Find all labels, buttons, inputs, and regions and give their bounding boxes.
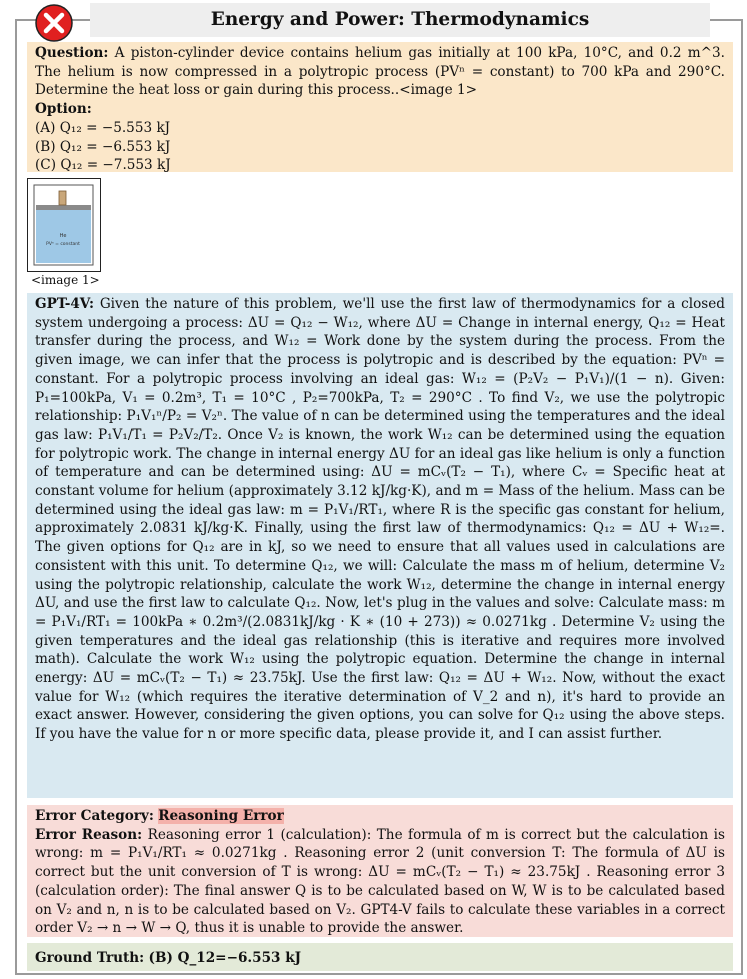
answer-panel — [27, 293, 733, 798]
image-caption: <image 1> — [31, 273, 100, 287]
question-text — [35, 44, 725, 100]
option-b: (B) Q₁₂ = −6.553 kJ — [35, 138, 171, 155]
ground-truth-panel — [27, 943, 733, 971]
page-title: Energy and Power: Thermodynamics — [90, 3, 710, 37]
question-label: Question: — [35, 45, 109, 61]
piston-cylinder-image — [27, 178, 101, 272]
question-panel — [27, 42, 733, 172]
x-circle-icon — [34, 3, 74, 43]
error-category-badge: Reasoning Error — [158, 808, 284, 824]
error-panel — [27, 805, 733, 937]
error-category-label: Error Category: — [35, 808, 154, 824]
error-reason-label: Error Reason: — [35, 826, 143, 843]
option-a: (A) Q₁₂ = −5.553 kJ — [35, 119, 171, 136]
option-label: Option: — [35, 101, 92, 118]
error-reason-body: Reasoning error 1 (calculation): The formula of m is correct but the calculation is wrong: m = P₁V₁/RT₁ ≈ 0.0271kg . Reasoning error 2 (unit conversion T: The formula of ΔU is correct but the unit conversion of T is wrong: ΔU = mCᵥ(T₂ − T₁) ≈ 23.75kJ . Reasoning error 3 (calculation order): The final answer Q is to be calculated based on W, W is to be calculated based on V₂ and n, n is to be calculated based on V₂. GPT4-V fails to calculate these variables in a correct order V₂ → n → W → Q, thus it is unable to provide the answer. — [35, 826, 725, 937]
ground-truth-label: Ground Truth: — [35, 950, 145, 966]
image-label-gas: He — [59, 233, 67, 239]
answer-label: GPT-4V: — [35, 296, 94, 312]
image-label-process: PVⁿ = constant — [46, 242, 80, 247]
ground-truth-value: (B) Q_12=−6.553 kJ — [148, 950, 302, 966]
question-body: A piston-cylinder device contains helium gas initially at 100 kPa, 10°C, and 0.2 m^3. The helium is now compressed in a polytropic process (PVⁿ = constant) to 700 kPa and 290°C. Determine the heat loss or gain during this process..<image 1> — [35, 45, 726, 99]
answer-body: Given the nature of this problem, we'll use the first law of thermodynamics for a closed system undergoing a process: ΔU = Q₁₂ − W₁₂, where ΔU = Change in internal energy, Q₁₂ = Heat transfer during the process, and W₁₂ = Work done by the system during the process. From the given image, we can infer that the process is polytropic and is described by the equation: PVⁿ = constant. For a polytropic process involving an ideal gas: W₁₂ = (P₂V₂ − P₁V₁)/(1 − n). Given: P₁=100kPa, V₁ = 0.2m³, T₁ = 10°C , P₂=700kPa, T₂ = 290°C . To find V₂, we use the polytropic relationship: P₁V₁ⁿ/P₂ = V₂ⁿ. The value of n can be determined using the temperatures and the ideal gas law: P₁V₁/T₁ = P₂V₂/T₂. Once V₂ is known, the work W₁₂ can be determined using the equation for polytropic work. The change in internal energy ΔU for an ideal gas like helium is only a function of temperature and can be determined using: ΔU = mCᵥ(T₂ − T₁), where Cᵥ = Specific heat at constant volume for helium (approximately 3.12 kJ/kg·K), and m = Mass of the helium. Mass can be determined using the ideal gas law: m = P₁V₁/RT₁, where R is the specific gas constant for helium, approximately 2.0831 kJ/kg·K. Finally, using the first law of thermodynamics: Q₁₂ = ΔU + W₁₂=. The given options for Q₁₂ are in kJ, so we need to ensure that all values used in calculations are consistent with this unit. To determine Q₁₂, we will: Calculate the mass m of helium, determine V₂ using the polytropic relationship, calculate the work W₁₂, determine the change in internal energy ΔU, and use the first law to calculate Q₁₂. Now, let's plug in the values and solve: Calculate mass: m = P₁V₁/RT₁ = 100kPa ∗ 0.2m³/(2.0831kJ/kg · K ∗ (10 + 273)) ≈ 0.0271kg . Determine V₂ using the given temperatures and the ideal gas relationship (this is iterative and requires more involved math). Calculate the work W₁₂ using the polytropic equation. Determine the change in internal energy: ΔU = mCᵥ(T₂ − T₁) ≈ 23.75kJ. Use the first law: Q₁₂ = ΔU + W₁₂. Now, without the exact value for W₁₂ (which requires the iterative determination of V_2 and n), it's hard to provide an exact answer. However, considering the given options, you can solve for Q₁₂ using the above steps. If you have the value for n or more specific data, please provide it, and I can assist further. — [35, 296, 725, 743]
option-c: (C) Q₁₂ = −7.553 kJ — [35, 157, 171, 174]
